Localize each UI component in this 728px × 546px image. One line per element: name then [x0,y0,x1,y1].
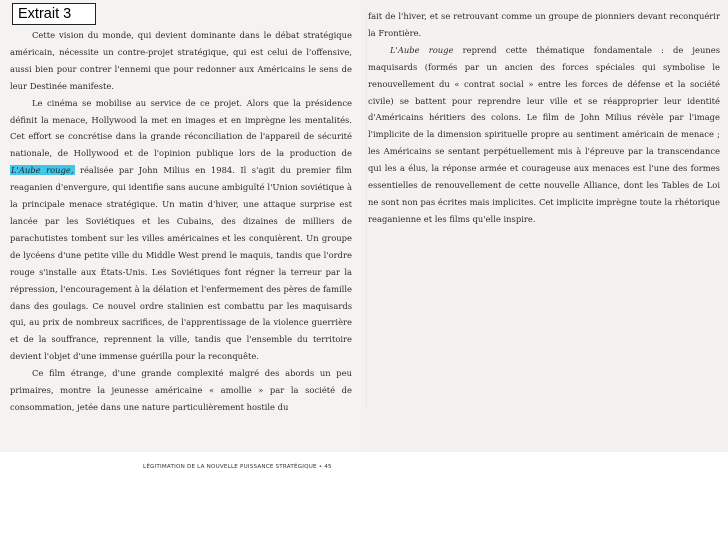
right-page-text [368,8,720,228]
film-title-italic: L'Aube rouge [390,44,454,55]
left-page-text [10,27,352,416]
excerpt-label: Extrait 3 [18,6,72,22]
right-paragraph-1: fait de l'hiver, et se retrouvant comme un groupe de pionniers devant reconquérir la Frontière. [368,11,720,38]
running-footer: LÉGITIMATION DE LA NOUVELLE PUISSANCE STRATÉGIQUE • 45 [143,464,332,470]
left-paragraph-1: Cette vision du monde, qui devient dominante dans le débat stratégique américain, nécessite un contre-projet stratégique, qui est celui de l'offensive, aussi bien pour contrer l'ennemi que pour redonner aux Américains le sens de leur Destinée manifeste. [10,30,352,91]
left-paragraph-3: Ce film étrange, d'une grande complexité malgré des abords un peu primaires, montre la jeunesse américaine « amollie » par la société de consommation, jetée dans une nature particulièrement hostile du [10,368,352,412]
page-gutter [366,9,367,409]
highlighted-film-title: L'Aube rouge, [11,165,74,176]
excerpt-label-box [12,3,96,25]
right-paragraph-2 [368,42,720,228]
left-paragraph-2-start: Le cinéma se mobilise au service de ce projet. Alors que la présidence définit la menace, Hollywood la met en images et en imprègne les mentalités. Cet effort se concrétise dans la grande réconciliation de l'appareil de sécurité nationale, de Hollywood et de l'opinion publique lors de la production de [10,97,352,159]
left-paragraph-2-end: réalisée par John Milius en 1984. Il s'agit du premier film reaganien d'envergure, qui identifie sans aucune ambiguïté l'Union soviétique à la principale menace stratégique. Un matin d'hiver, une attaque surprise est lancée par les Soviétiques et les Cubains, des dizaines de milliers de parachutistes tombent sur les villes américaines et les conquièrent. Un groupe de lycéens d'une petite ville du Middle West prend le maquis, tandis que l'ordre rouge s'installe aux États-Unis. Les Soviétiques font régner la terreur par la répression, l'encouragement à la délation et l'enfermement des pères de famille dans des goulags. Ce nouvel ordre stalinien est combattu par les maquisards qui, au prix de nombreux sacrifices, de l'apprentissage de la violence guerrière et de la souffrance, reprennent la ville, tandis que l'ensemble du territoire devient l'objet d'une immense guérilla pour la reconquête. [10,165,352,362]
right-paragraph-2-body: reprend cette thématique fondamentale : de jeunes maquisards (formés par un ancien des forces spéciales qui symbolise le renouvellement du « contrat social » entre les forces de défense et la société civile) se battent pour reprendre leur ville et se réapproprier leur identité d'Américains héritiers des colons. Le film de John Milius révèle par l'image l'implicite de la dimension spirituelle propre au sentiment américain de menace ; les Américains se sentant perpétuellement mis à l'épreuve par la transcendance qui les a élus, la réponse armée et courageuse aux menaces est l'une des formes essentielles de renouvellement de cette nouvelle Alliance, dont les Tables de Loi ne sont non pas écrites mais implicites. Cet implicite imprègne toute la rhétorique reaganienne et les films qu'elle inspire. [368,44,720,224]
left-paragraph-2 [10,95,352,366]
